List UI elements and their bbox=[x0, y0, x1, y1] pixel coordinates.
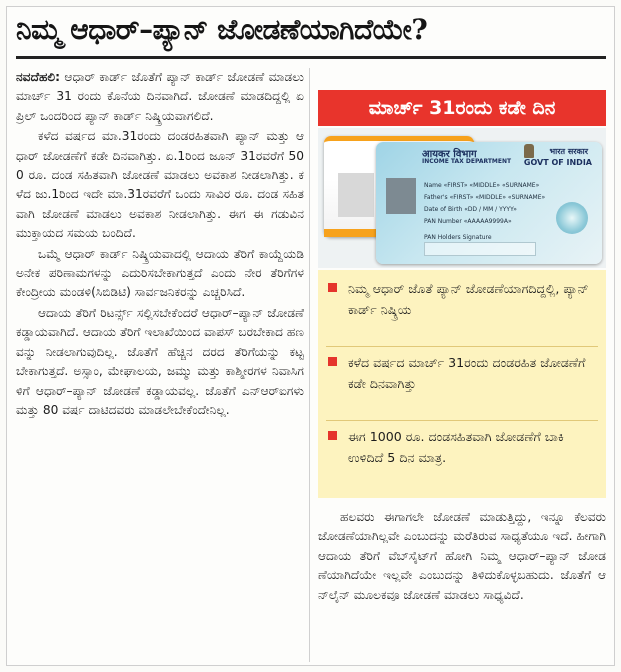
bullet-icon bbox=[328, 283, 337, 292]
pan-line-number: PAN Number «AAAAA9999A» bbox=[424, 218, 512, 225]
pan-card-image bbox=[376, 142, 602, 264]
continuation-paragraph: ಹಲವರು ಈಗಾಗಲೇ ಜೋಡಣೆ ಮಾಡುತ್ತಿದ್ದು, ಇನ್ನೂ ಕೆಲವರು ಜೋಡಣೆಯಾಗಿಲ್ಲವೇ ಎಂಬುದನ್ನು ಮರೆತಿರುವ ಸಾಧ್ಯತೆಯೂ ಇದೆ. ಹೀಗಾಗಿ ಆದಾಯ ತೆರಿಗೆ ವೆಬ್‌ಸೈಟ್‌ಗೆ ಹೋಗಿ ನಿಮ್ಮ ಆಧಾರ್–ಪ್ಯಾನ್ ಜೋಡಣೆಯಾಗಿದೆಯೇ ಇಲ್ಲವೇ ಎಂಬುದನ್ನು ತಿಳಿದುಕೊಳ್ಳಬಹುದು. ಜೊತೆಗೆ ಆನ್‌ಲೈನ್ ಮೂಲಕವೂ ಜೋಡಣೆ ಮಾಡಲು ಸಾಧ್ಯವಿದೆ. bbox=[318, 510, 606, 602]
article-body bbox=[16, 68, 304, 662]
pan-dept: INCOME TAX DEPARTMENT bbox=[422, 158, 512, 165]
bullet-icon bbox=[328, 357, 337, 366]
emblem-icon bbox=[524, 144, 534, 158]
pan-line-dob: Date of Birth «DD / MM / YYYY» bbox=[424, 206, 517, 213]
pan-sign-box bbox=[424, 242, 536, 256]
article-paragraph-2: ಕಳೆದ ವರ್ಷದ ಮಾ.31ರಂದು ದಂಡರಹಿತವಾಗಿ ಪ್ಯಾನ್ ಮತ್ತು ಆಧಾರ್ ಜೋಡಣೆಗೆ ಕಡೇ ದಿನವಾಗಿತ್ತು. ಏ.1ರಿಂದ ಜೂನ್ 31ರವರೆಗೆ 500 ರೂ. ದಂಡ ಸಹಿತವಾಗಿ ಜೋಡಣೆ ಮಾಡಲು ಅವಕಾಶ ನೀಡಲಾಗಿತ್ತು. ಕಳೆದ ಜು.1ರಿಂದ ಇದೇ ಮಾ.31ರವರೆಗೆ ಒಂದು ಸಾವಿರ ರೂ. ದಂಡ ಸಹಿತವಾಗಿ ಜೋಡಣೆ ಮಾಡಲು ಅವಕಾಶ ನೀಡಲಾಗಿತ್ತು. ಈಗ ಈ ಗಡುವಿನ ಮುಕ್ತಾಯದ ಸಮಯ ಬಂದಿದೆ. bbox=[16, 129, 304, 241]
headline-rule bbox=[16, 56, 606, 59]
dateline: ನವದೆಹಲಿ: bbox=[16, 70, 61, 84]
fact-item: ನಿಮ್ಮ ಆಧಾರ್ ಜೊತೆ ಪ್ಯಾನ್ ಜೋಡಣೆಯಾಗದಿದ್ದಲ್ಲಿ, ಪ್ಯಾನ್ ಕಾರ್ಡ್ ನಿಷ್ಕ್ರಿಯ bbox=[326, 278, 602, 320]
fact-item: ಕಳೆದ ವರ್ಷದ ಮಾರ್ಚ್ 31ರಂದು ದಂಡರಹಿತ ಜೋಡಣೆಗೆ ಕಡೇ ದಿನವಾಗಿತ್ತು bbox=[326, 352, 602, 394]
fact-item: ಈಗ 1000 ರೂ. ದಂಡಸಹಿತವಾಗಿ ಜೋಡಣೆಗೆ ಬಾಕಿ ಉಳಿದಿದೆ 5 ದಿನ ಮಾತ್ರ. bbox=[326, 426, 602, 468]
article-continuation bbox=[318, 508, 606, 664]
hologram-icon bbox=[556, 202, 588, 234]
pan-hindi-title: आयकर विभाग bbox=[422, 149, 477, 160]
pan-line-name: Name «FIRST» «MIDDLE» «SURNAME» bbox=[424, 182, 540, 189]
fact-box bbox=[318, 270, 606, 498]
pan-line-father: Father's «FIRST» «MIDDLE» «SURNAME» bbox=[424, 194, 546, 201]
column-divider bbox=[309, 68, 310, 662]
card-illustration bbox=[318, 128, 606, 268]
bullet-icon bbox=[328, 431, 337, 440]
headline: ನಿಮ್ಮ ಆಧಾರ್–ಪ್ಯಾನ್ ಜೋಡಣೆಯಾಗಿದೆಯೇ? bbox=[16, 13, 428, 46]
article-paragraph-3: ಒಮ್ಮೆ ಆಧಾರ್ ಕಾರ್ಡ್ ನಿಷ್ಕ್ರಿಯವಾದಲ್ಲಿ ಆದಾಯ ತೆರಿಗೆ ಕಾಯ್ದೆಯಡಿ ಅನೇಕ ಪರಿಣಾಮಗಳನ್ನು ಎದುರಿಸಬೇಕಾಗುತ್ತದೆ ಎಂದು ನೇರ ತೆರಿಗೆಗಳ ಕೇಂದ್ರೀಯ ಮಂಡಳಿ(ಸಿಬಿಡಿಟಿ) ಸಾರ್ವಜನಿಕರನ್ನು ಎಚ್ಚರಿಸಿದೆ. bbox=[16, 246, 304, 300]
deadline-banner: ಮಾರ್ಚ್ 31ರಂದು ಕಡೇ ದಿನ bbox=[318, 90, 606, 126]
pan-sign-label: PAN Holders Signature bbox=[424, 234, 492, 241]
fact-divider bbox=[326, 420, 598, 421]
fact-divider bbox=[326, 346, 598, 347]
pan-gov-hindi: भारत सरकार bbox=[549, 147, 588, 156]
pan-gov: GOVT OF INDIA bbox=[523, 158, 592, 167]
article-paragraph-1: ನವದೆಹಲಿ: ಆಧಾರ್ ಕಾರ್ಡ್ ಜೊತೆಗೆ ಪ್ಯಾನ್ ಕಾರ್ಡ್ ಜೋಡಣೆ ಮಾಡಲು ಮಾರ್ಚ್ 31 ರಂದು ಕೊನೆಯ ದಿನವಾಗಿದೆ. ಜೋಡಣೆ ಮಾಡದಿದ್ದಲ್ಲಿ ಏಪ್ರಿಲ್ ಒಂದರಿಂದ ಪ್ಯಾನ್ ಕಾರ್ಡ್ ನಿಷ್ಕ್ರಿಯವಾಗಲಿದೆ. bbox=[16, 70, 304, 123]
pan-photo-placeholder bbox=[386, 178, 416, 214]
aadhaar-photo-placeholder bbox=[338, 173, 374, 217]
article-paragraph-4: ಆದಾಯ ತೆರಿಗೆ ರಿಟರ್ನ್ಸ್ ಸಲ್ಲಿಸಬೇಕೆಂದರೆ ಆಧಾರ್–ಪ್ಯಾನ್ ಜೋಡಣೆ ಕಡ್ಡಾಯವಾಗಿದೆ. ಆದಾಯ ತೆರಿಗೆ ಇಲಾಖೆಯಿಂದ ವಾಪಸ್ ಬರಬೇಕಾದ ಹಣವನ್ನು ನೀಡಲಾಗುವುದಿಲ್ಲ. ಜೊತೆಗೆ ಹೆಚ್ಚಿನ ದರದ ತೆರಿಗೆಯನ್ನು ಕಟ್ಟಬೇಕಾಗುತ್ತದೆ. ಅಸ್ಸಾಂ, ಮೇಘಾಲಯ, ಜಮ್ಮು ಮತ್ತು ಕಾಶ್ಮೀರಗಳ ನಿವಾಸಿಗಳಿಗೆ ಆಧಾರ್–ಪ್ಯಾನ್ ಜೋಡಣೆ ಕಡ್ಡಾಯವಲ್ಲ. ಜೊತೆಗೆ ಎನ್‌ಆರ್‌ಐಗಳು ಮತ್ತು 80 ವರ್ಷ ದಾಟಿದವರು ಮಾಡಲೇಬೇಕೆಂದೇನಿಲ್ಲ. bbox=[16, 305, 304, 417]
